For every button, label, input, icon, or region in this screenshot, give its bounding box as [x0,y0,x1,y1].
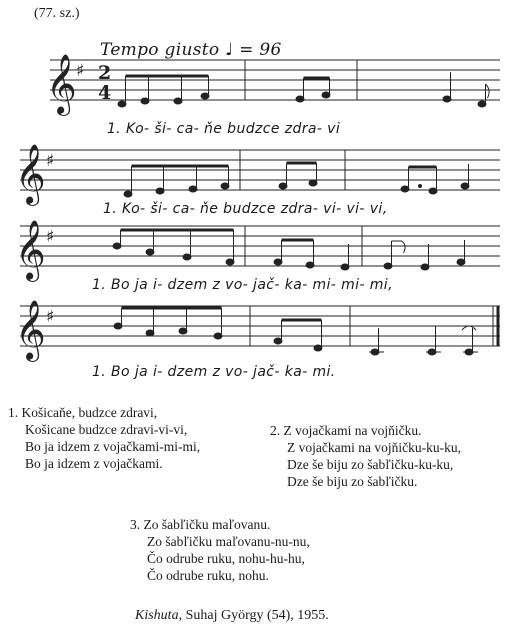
lyric-line-4: 1. Bo ja i- dzem z vo- jač- ka- mi. [92,364,336,380]
key-signature-sharp-icon: ♯ [76,61,85,81]
verse-number: 3. [130,517,141,532]
source-attribution [135,608,329,624]
verse-line: Košicaňe, budzce zdravi, [21,405,158,420]
music-staff-1 [0,50,525,120]
tempo-label: Tempo giusto [100,40,220,60]
verse-line: Dze še biju zo šabľičku. [287,474,418,489]
staff-lines [50,60,500,100]
verse-line: Z vojačkami na vojňičku-ku-ku, [287,440,461,455]
verse-line: Dze še biju zo šabľičku-ku-ku, [287,457,454,472]
verse-3 [130,516,310,584]
verse-line: Čo odrube ruku, nohu-hu-hu, [147,551,305,566]
verse-line: Zo šabľičku maľovanu-nu-nu, [147,534,310,549]
verse-line: Košicane budzce zdravi-vi-vi, [25,422,188,437]
verse-line: Bo ja idzem z vojačkami. [25,456,163,471]
key-signature-sharp-icon: ♯ [46,227,55,247]
source-singer: Suhaj György (54), 1955. [185,608,329,623]
time-signature-upper: 2 [98,62,112,84]
treble-clef-icon: 𝄞 [15,144,46,204]
verse-2 [270,422,461,490]
time-signature-lower: 4 [98,82,112,104]
treble-clef-icon: 𝄞 [15,300,46,360]
music-staff-4 [0,294,525,368]
key-signature-sharp-icon: ♯ [46,151,55,171]
tempo-value: = 96 [239,40,282,60]
verse-line: Čo odrube ruku, nohu. [147,568,269,583]
quarter-note-icon: ♩ [225,40,234,60]
song-number: (77. sz.) [34,6,80,21]
verse-line: Z vojačkami na vojňičku. [283,423,422,438]
verse-1 [8,404,200,472]
verse-line: Zo šabľičku maľovanu. [143,517,271,532]
music-staff-3 [0,216,525,286]
verse-line: Bo ja idzem z vojačkami-mi-mi, [25,439,201,454]
key-signature-sharp-icon: ♯ [46,307,55,327]
lyric-line-1: 1. Ko- ši- ca- ňe budzce zdra- vi [107,121,341,137]
lyric-line-2: 1. Ko- ši- ca- ňe budzce zdra- vi- vi- vi, [103,201,388,217]
treble-clef-icon: 𝄞 [15,220,46,280]
verse-number: 2. [270,423,281,438]
source-place: Kishuta, [135,608,183,623]
verse-number: 1. [8,405,19,420]
lyric-line-3: 1. Bo ja i- dzem z vo- jač- ka- mi- mi- mi, [92,277,393,293]
music-staff-2 [0,140,525,210]
treble-clef-icon: 𝄞 [46,54,77,114]
